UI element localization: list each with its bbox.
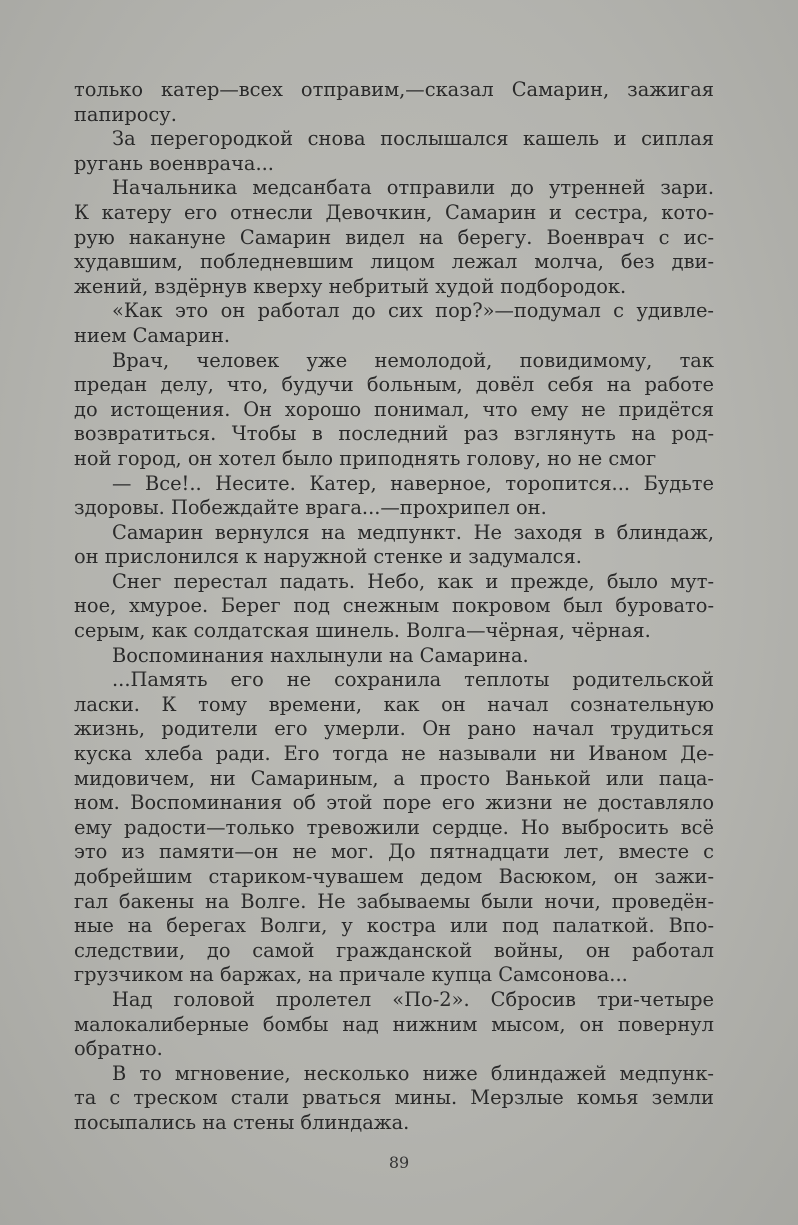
text-line: следствии, до самой гражданской войны, он работал xyxy=(74,938,714,962)
text-line: Снег перестал падать. Небо, как и прежде, было мут- xyxy=(112,569,714,593)
text-line: та с треском стали рваться мины. Мерзлые комья земли xyxy=(74,1086,714,1110)
text-line: Начальника медсанбата отправили до утренней зари. xyxy=(112,176,714,200)
text-line: «Как это он работал до сих пор?»—подумал с удивле- xyxy=(112,299,714,323)
text-line: нием Самарин. xyxy=(74,323,231,347)
text-line: ном. Воспоминания об этой поре его жизни не доставляло xyxy=(74,791,714,815)
text-line: мидовичем, ни Самариным, а просто Ванькой или паца- xyxy=(74,766,714,790)
text-line: предан делу, что, будучи больным, довёл себя на работе xyxy=(74,373,714,397)
page-number: 89 xyxy=(388,1153,410,1172)
text-line: худавшим, побледневшим лицом лежал молча, без дви- xyxy=(74,250,714,274)
text-line: куска хлеба ради. Его тогда не называли ни Иваном Де- xyxy=(74,742,714,766)
text-line: до истощения. Он хорошо понимал, что ему не придётся xyxy=(74,397,714,421)
text-line: рую накануне Самарин видел на берегу. Военврач с ис- xyxy=(74,225,714,249)
text-line: К катеру его отнесли Девочкин, Самарин и сестра, кото- xyxy=(74,200,714,224)
text-line: посыпались на стены блиндажа. xyxy=(74,1110,410,1134)
text-line: ...Память его не сохранила теплоты родительской xyxy=(112,668,714,692)
text-line: Воспоминания нахлынули на Самарина. xyxy=(112,643,529,667)
text-line: ему радости—только тревожили сердце. Но выбросить всё xyxy=(74,815,714,839)
text-line: серым, как солдатская шинель. Волга—чёрная, чёрная. xyxy=(74,619,651,643)
text-line: В то мгновение, несколько ниже блиндажей медпунк- xyxy=(112,1061,714,1085)
text-line: обратно. xyxy=(74,1037,163,1061)
text-line: ругань военврача... xyxy=(74,151,274,175)
text-line: грузчиком на баржах, на причале купца Самсонова... xyxy=(74,963,628,987)
text-line: Над головой пролетел «По-2». Сбросив три-четыре xyxy=(112,987,714,1011)
text-line: ные на берегах Волги, у костра или под палаткой. Впо- xyxy=(74,914,714,938)
text-line: это из памяти—он не мог. До пятнадцати лет, вместе с xyxy=(74,840,714,864)
text-line: здоровы. Побеждайте врага...—прохрипел он. xyxy=(74,496,547,520)
text-line: добрейшим стариком-чувашем дедом Васюком, он зажи- xyxy=(74,865,714,888)
text-line: За перегородкой снова послышался кашель и сиплая xyxy=(112,127,714,151)
text-line: гал бакены на Волге. Не забываемы были ночи, проведён- xyxy=(74,889,714,913)
text-line: Самарин вернулся на медпункт. Не заходя в блиндаж, xyxy=(112,520,714,544)
body-text xyxy=(74,78,714,1136)
text-line: жений, вздёрнув кверху небритый худой подбородок. xyxy=(74,274,627,298)
text-line: папиросу. xyxy=(74,102,177,126)
text-line: ласки. К тому времени, как он начал сознательную xyxy=(74,692,714,716)
text-line: только катер—всех отправим,—сказал Самарин, зажигая xyxy=(74,78,714,101)
text-line: ное, хмурое. Берег под снежным покровом был буровато- xyxy=(74,594,714,618)
text-line: Врач, человек уже немолодой, повидимому, так xyxy=(112,348,714,372)
text-line: жизнь, родители его умерли. Он рано начал трудиться xyxy=(74,717,714,741)
text-line: он прислонился к наружной стенке и задумался. xyxy=(74,545,582,569)
text-line: ной город, он хотел было приподнять голову, но не смог xyxy=(74,446,657,470)
text-line: малокалиберные бомбы над нижним мысом, он повернул xyxy=(74,1012,714,1036)
text-line: — Все!.. Несите. Катер, наверное, торопится... Будьте xyxy=(112,471,714,495)
text-line: возвратиться. Чтобы в последний раз взглянуть на род- xyxy=(74,422,714,446)
